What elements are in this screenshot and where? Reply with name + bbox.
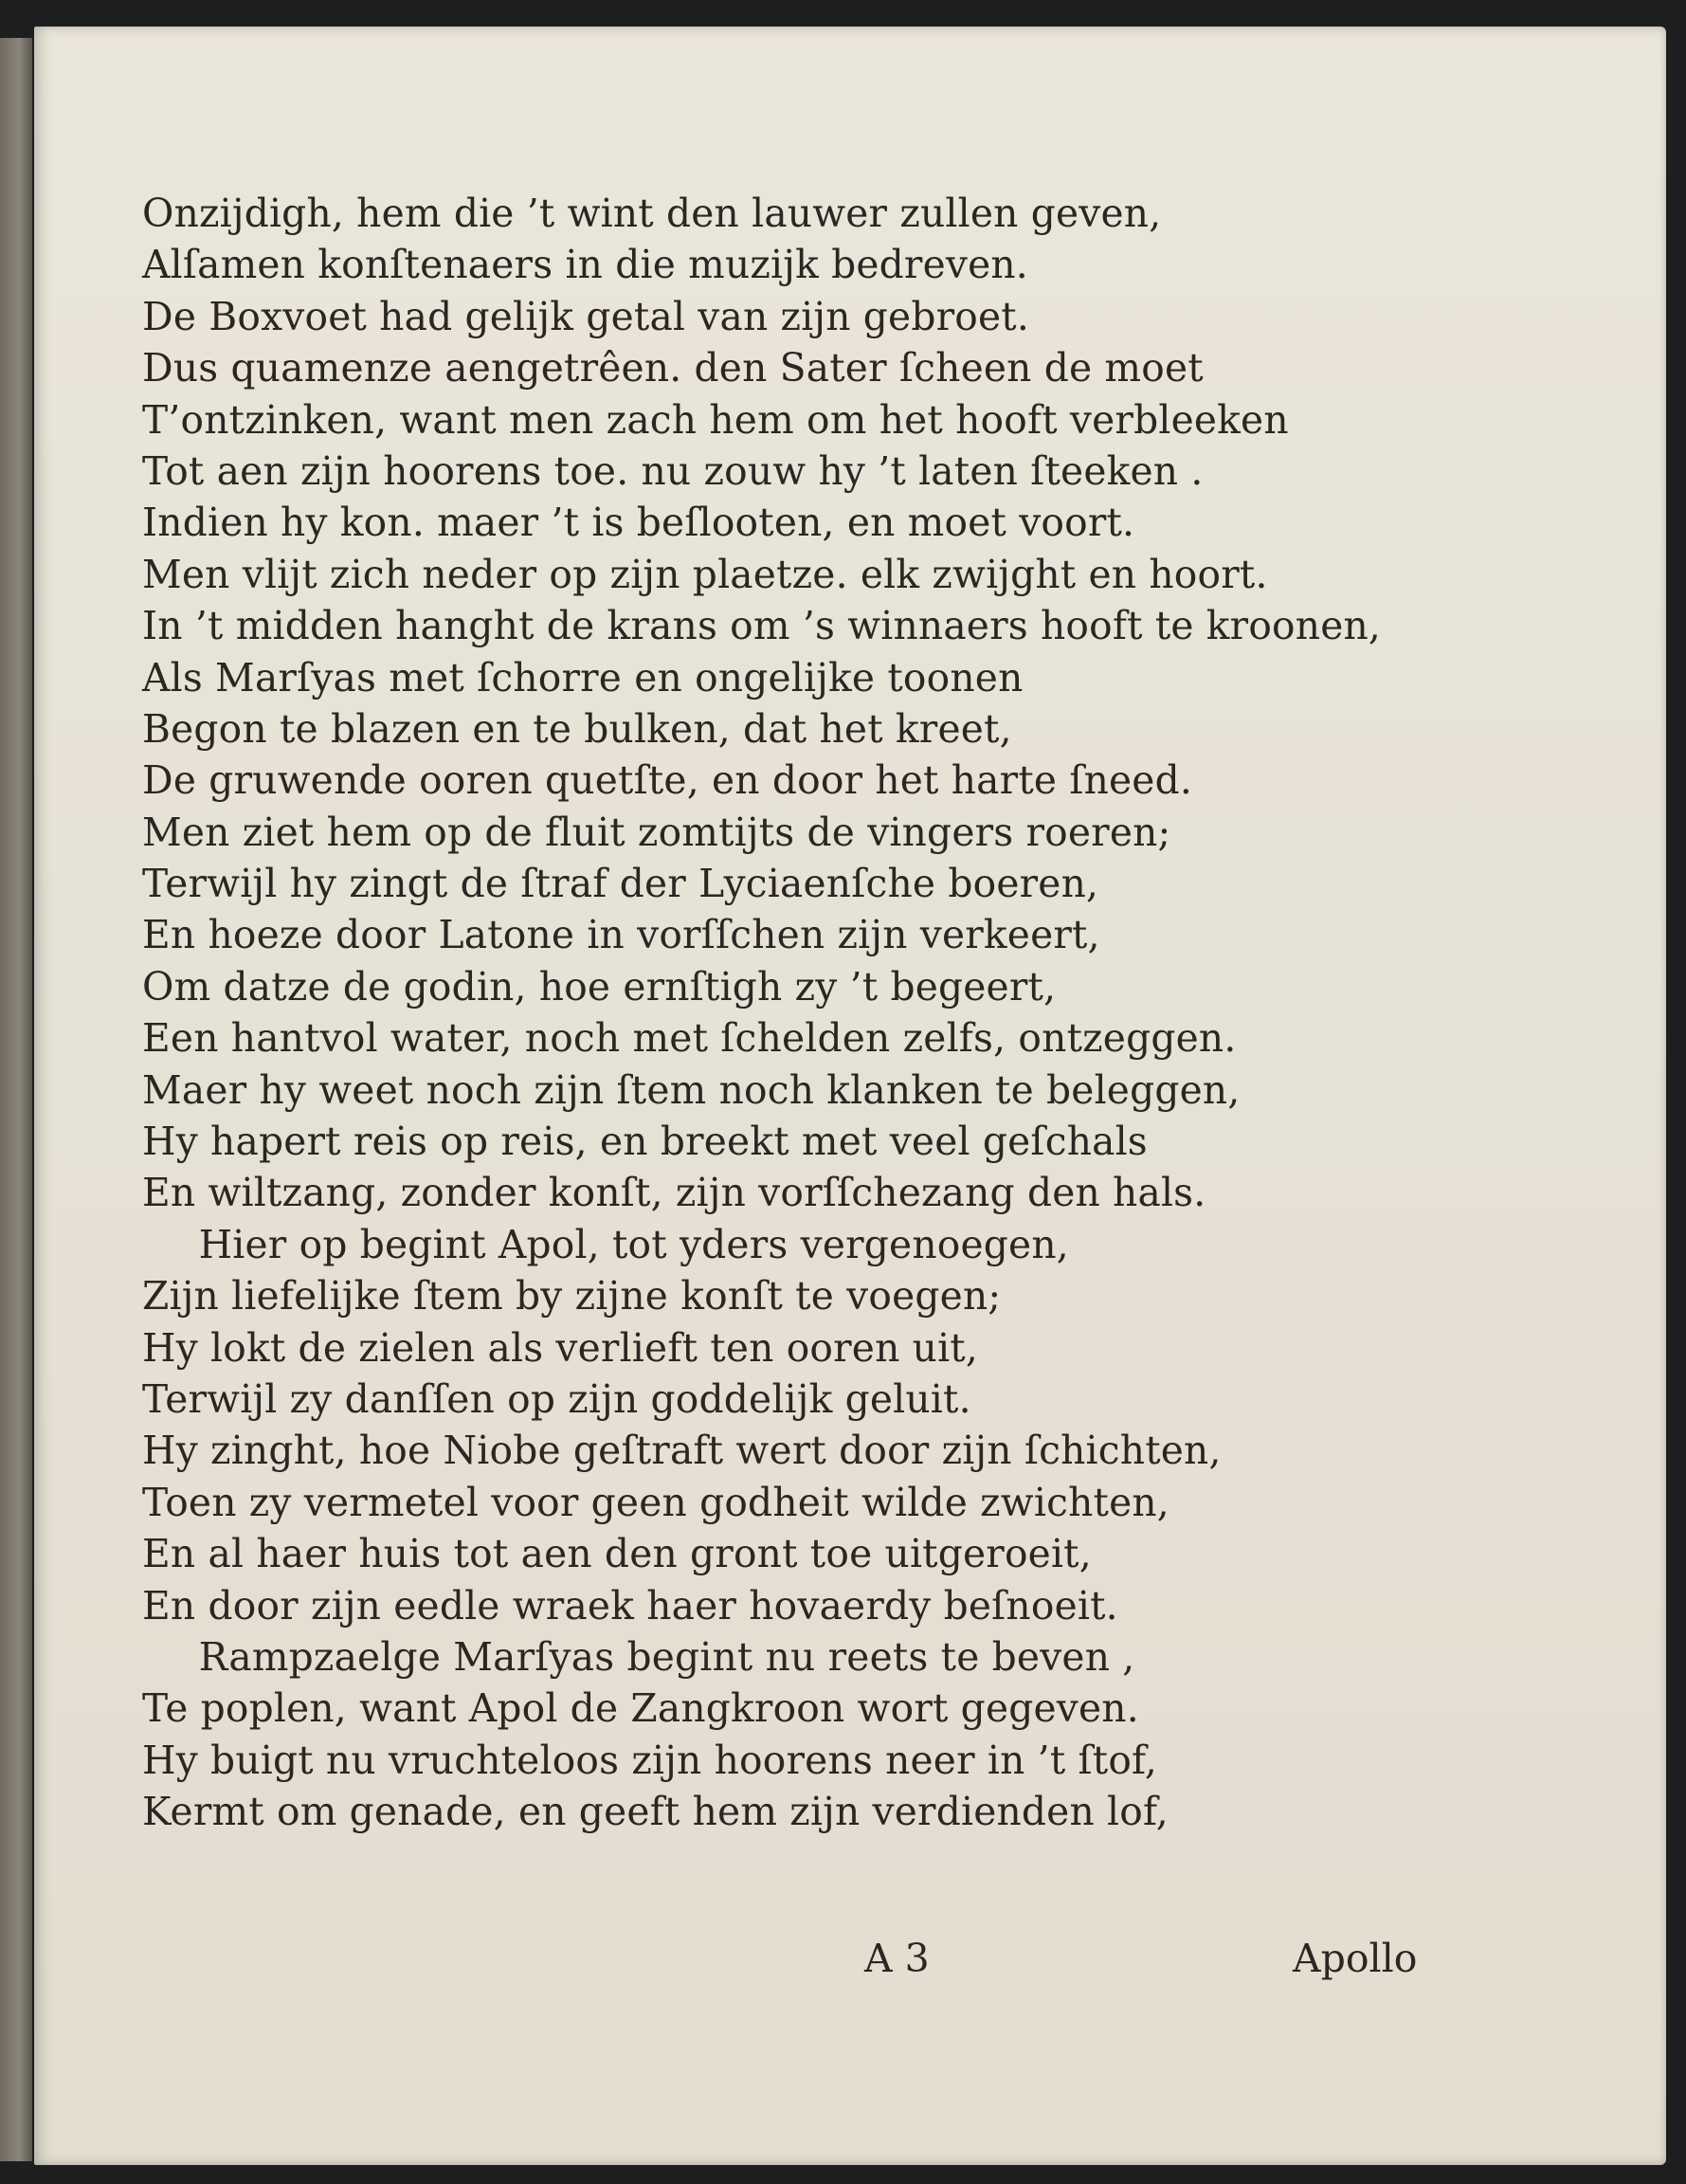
- verse-line: T’ontzinken, want men zach hem om het hooft verbleeken: [142, 396, 1289, 443]
- verse-line: Begon te blazen en te bulken, dat het kreet,: [142, 705, 1012, 752]
- verse-line: Een hantvol water, noch met ſchelden zelfs, ontzeggen.: [142, 1015, 1237, 1062]
- verse-line: Men vlijt zich neder op zijn plaetze. elk zwijght en hoort.: [142, 551, 1268, 597]
- verse-line: Terwijl hy zingt de ſtraf der Lyciaenſche boeren,: [142, 861, 1099, 907]
- verse-line: Toen zy vermetel voor geen godheit wilde zwichten,: [142, 1479, 1169, 1525]
- previous-page-edge: [0, 38, 32, 2161]
- verse-line: Tot aen zijn hoorens toe. nu zouw hy ’t laten ſteeken .: [142, 447, 1204, 494]
- poem-text: [142, 188, 1516, 1838]
- verse-line: En door zijn eedle wraek haer hovaerdy beſnoeit.: [142, 1582, 1118, 1629]
- verse-line: Men ziet hem op de fluit zomtijts de vingers roeren;: [142, 809, 1171, 855]
- verse-line: Hy zinght, hoe Niobe geſtraft wert door zijn ſchichten,: [142, 1428, 1222, 1474]
- verse-line: De Boxvoet had gelijk getal van zijn gebroet.: [142, 293, 1029, 339]
- verse-line: Zijn liefelijke ſtem by zijne konſt te voegen;: [142, 1273, 1002, 1320]
- verse-line: Hy buigt nu vruchteloos zijn hoorens neer in ’t ſtof,: [142, 1737, 1158, 1783]
- verse-line: En hoeze door Latone in vorſſchen zijn verkeert,: [142, 912, 1100, 958]
- verse-line: Hy hapert reis op reis, en breekt met veel geſchals: [142, 1119, 1148, 1165]
- verse-line: Indien hy kon. maer ’t is beſlooten, en moet voort.: [142, 500, 1135, 546]
- verse-line: Terwijl zy danſſen op zijn goddelijk geluit.: [142, 1375, 971, 1422]
- verse-line: Hy lokt de zielen als verlieft ten ooren uit,: [142, 1324, 979, 1371]
- verse-line: Rampzaelge Marſyas begint nu reets te beven ,: [198, 1633, 1135, 1680]
- verse-line: Als Marſyas met ſchorre en ongelijke toonen: [142, 654, 1024, 701]
- book-page: [34, 27, 1666, 2165]
- page-footer: [34, 1936, 1666, 1989]
- verse-line: Onzijdigh, hem die ’t wint den lauwer zullen geven,: [142, 191, 1162, 236]
- verse-line: Te poplen, want Apol de Zangkroon wort gegeven.: [142, 1685, 1139, 1732]
- signature-mark: A 3: [864, 1936, 930, 1981]
- verse-line: Alſamen konſtenaers in die muzijk bedreven.: [142, 242, 1028, 288]
- verse-line: In ’t midden hanght de krans om ’s winnaers hooft te kroonen,: [142, 603, 1382, 649]
- catchword: Apollo: [1293, 1936, 1418, 1981]
- verse-line: Hier op begint Apol, tot yders vergenoegen,: [198, 1221, 1069, 1267]
- verse-line: En al haer huis tot aen den gront toe uitgeroeit,: [142, 1531, 1092, 1577]
- verse-line: Om datze de godin, hoe ernſtigh zy ’t begeert,: [142, 963, 1057, 1010]
- verse-line: Maer hy weet noch zijn ſtem noch klanken te beleggen,: [142, 1066, 1241, 1113]
- verse-line: En wiltzang, zonder konſt, zijn vorſſchezang den hals.: [142, 1170, 1206, 1216]
- verse-line: Kermt om genade, en geeft hem zijn verdienden lof,: [142, 1789, 1169, 1835]
- verse-line: De gruwende ooren quetſte, en door het harte ſneed.: [142, 757, 1193, 804]
- verse-line: Dus quamenze aengetrêen. den Sater ſcheen de moet: [142, 345, 1204, 391]
